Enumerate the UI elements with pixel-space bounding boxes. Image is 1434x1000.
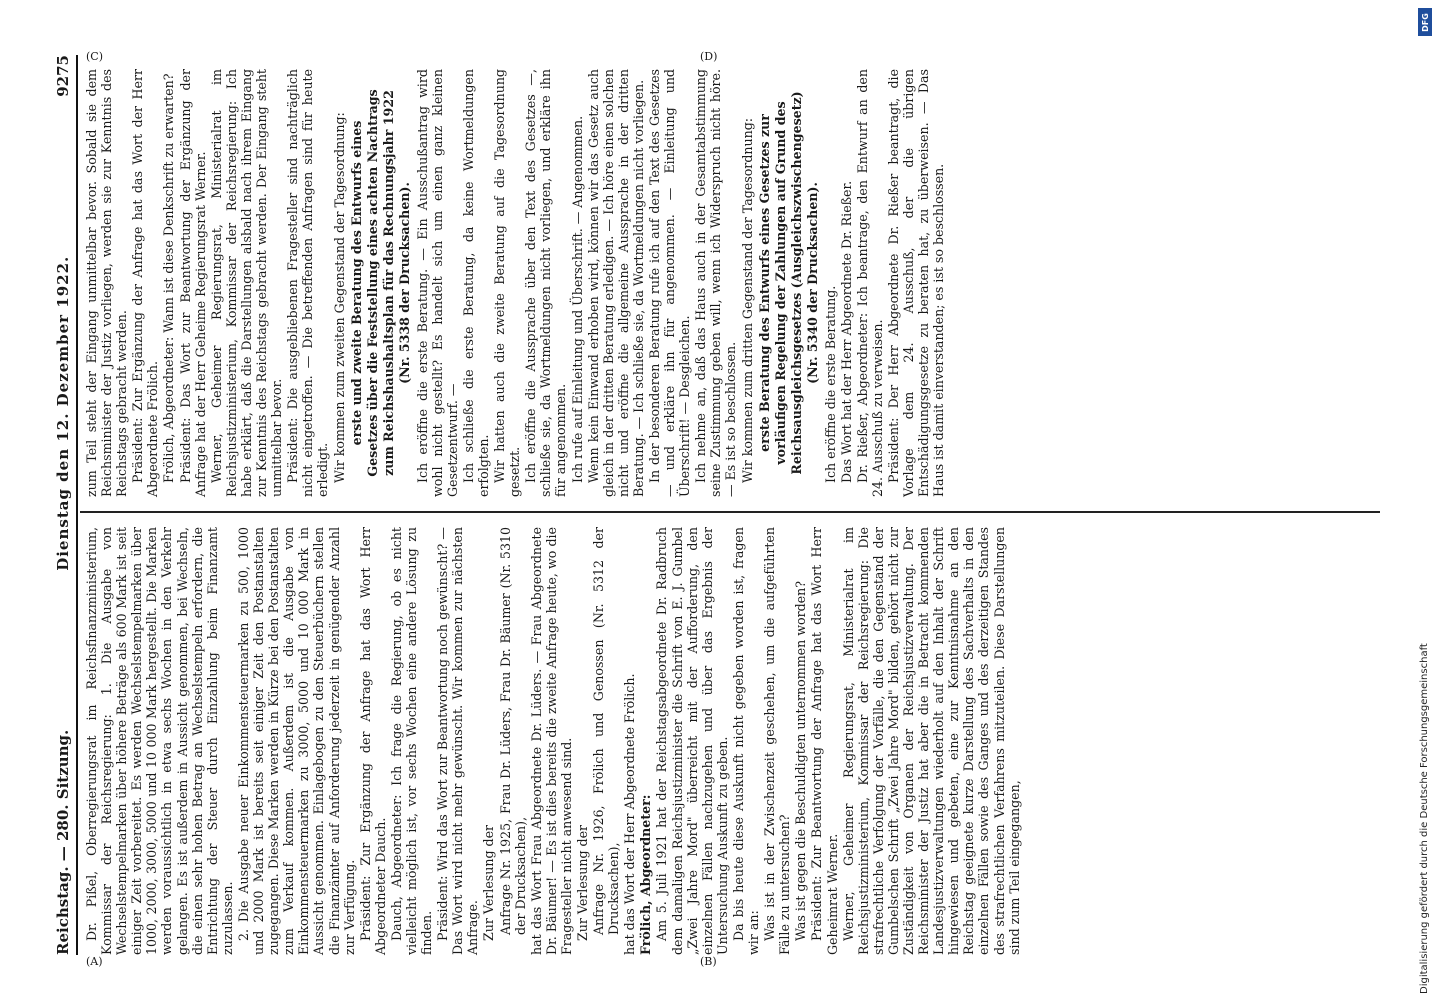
paragraph: Anfrage Nr. 1926, Frölich und Genossen (Nr. 5312 der Drucksachen), [591, 527, 622, 935]
section-marker-c: (C) [86, 50, 103, 63]
paragraph: Zur Verlesung der [575, 824, 590, 941]
paragraph: Was ist in der Zwischenzeit geschehen, um die aufgeführten Fälle zu untersuchen? [762, 527, 793, 955]
speaker-line: Frölich, Abgeordneter: [638, 794, 654, 955]
paragraph: Da bis heute diese Auskunft nicht gegeben worden ist, fragen wir an: [730, 527, 762, 955]
paragraph: Präsident: Der Herr Abgeordnete Dr. Rießer beantragt, die Vorlage dem 24. Ausschuß, der die übrigen Entschädigungsgesetze zu beraten hat, zu überweisen. — Das Haus ist damit einverstanden; es ist so beschlossen. [886, 69, 947, 497]
page-number: 9275 [54, 55, 72, 97]
paragraph: Wenn kein Einwand erhoben wird, können wir das Gesetz auch gleich in der dritten Beratung erledigen. — Ich höre einen solchen nicht und eröffne die allgemeine Aussprache in der dritten Beratung. — Ich schließe sie, da Wortmeldungen nicht vorliegen. [585, 69, 646, 497]
paragraph: Am 5. Juli 1921 hat der Reichstagsabgeordnete Dr. Radbruch dem damaligen Reichsjustizminister die Schrift von E. J. Gumbel „Zwei Jahre Mord" überreicht mit der Aufforderung, den einzelnen Fällen nachzugehen und über das Ergebnis der Untersuchung Auskunft zu geben. [654, 527, 730, 955]
running-header [50, 55, 78, 955]
paragraph: Zur Verlesung der [481, 824, 497, 941]
paragraph: Präsident: Zur Ergänzung der Anfrage hat das Wort Herr Abgeordneter Dauch. [357, 527, 388, 955]
left-column [84, 527, 1023, 955]
paragraph: Wir kommen zum zweiten Gegenstand der Tagesordnung: [331, 112, 347, 483]
paragraph: Werner, Geheimer Regierungsrat, Ministerialrat im Reichsjustizministerium, Kommissar der Reichsregierung: Ich habe erklärt, daß die Darstellungen alsbald nach ihrem Eingang zur Kenntnis des Reichstags gebracht werden. Der Eingang steht unmittelbar bevor. [208, 69, 285, 497]
paragraph: In der besonderen Beratung rufe ich auf den Text des Gesetzes — und erkläre ihn für angenommen. — Einleitung und Überschrift! — Desgleichen. [647, 69, 693, 497]
paragraph: Präsident: Das Wort zur Beantwortung der Ergänzung der Anfrage hat der Herr Geheime Regierungsrat Werner. [177, 69, 208, 497]
paragraph: Was ist gegen die Beschuldigten unternommen worden? [793, 581, 809, 941]
paragraph: 2. Die Ausgabe neuer Einkommensteuermarken zu 500, 1000 und 2000 Mark ist bereits seit einiger Zeit den Postanstalten zugegangen. Diese Marken werden in Kürze bei den Postanstalten zum Verkauf kommen. Außerdem ist die Ausgabe von Einkommensteuermarken zu 3000, 5000 und 10 000 Mark in Aussicht genommen. Einlagebogen zu den Steuerbüchern stellen die Finanzämter auf Anforderung jederzeit in genügender Anzahl zur Verfügung. [235, 527, 357, 955]
paragraph: Dr. Pißel, Oberregierungsrat im Reichsfinanzministerium, Kommissar der Reichsregierung: 1. Die Ausgabe von Wechselstempelmarken über höhere Beträge als 600 Mark ist seit einiger Zeit vorbereitet. Es werden Wechselstempelmarken über 1000, 2000, 3000, 5000 und 10 000 Mark hergestellt. Die Marken werden voraussichtlich in etwa sechs Wochen in den Verkehr gelangen. Es ist außerdem in Aussicht genommen, bei Wechseln, die einen sehr hohen Betrag an Wechselstempeln erfordern, die Entrichtung der Steuer durch Einzahlung beim Finanzamt zuzulassen. [84, 527, 235, 955]
section-marker-d: (D) [700, 50, 718, 63]
paragraph: Präsident: Wird das Wort zur Beantwortung noch gewünscht? — Das Wort wird nicht mehr gewünscht. Wir kommen zur nächsten Anfrage. [435, 527, 481, 955]
paragraph: Präsident: Zur Beantwortung der Anfrage hat das Wort Herr Geheimrat Werner. [809, 527, 840, 955]
paragraph: hat das Wort der Herr Abgeordnete Frölich. [622, 673, 638, 955]
paragraph: Anfrage Nr. 1925, Frau Dr. Lüders, Frau Dr. Bäumer (Nr. 5310 der Drucksachen), [497, 527, 528, 935]
digitization-credit [1417, 4, 1433, 994]
paragraph: Frölich, Abgeordneter: Wann ist diese Denkschrift zu erwarten? [161, 73, 177, 483]
paragraph: Ich eröffne die erste Beratung. — Ein Ausschußantrag wird wohl nicht gestellt? Es handelt sich um einen ganz kleinen Gesetzentwurf. — [414, 69, 460, 497]
paragraph: hat das Wort Frau Abgeordnete Dr. Lüders. — Frau Abgeordnete Dr. Bäumer! — Es ist dies bereits die zweite Anfrage heute, wo die Fragesteller nicht anwesend sind. [528, 527, 574, 955]
right-column [84, 69, 947, 497]
rotated-page-content [50, 55, 1390, 955]
paragraph: Dauch, Abgeordneter: Ich frage die Regierung, ob es nicht vielleicht möglich ist, vor sechs Wochen eine andere Lösung zu finden. [388, 527, 435, 955]
paragraph: Ich rufe auf Einleitung und Überschrift. — Angenommen. [569, 115, 585, 483]
paragraph: zum Teil steht der Eingang unmittelbar bevor. Sobald sie dem Reichsminister der Justiz vorliegen, werden sie zur Kenntnis des Reichstags gebracht werden. [84, 69, 130, 497]
paragraph: Das Wort hat der Herr Abgeordnete Dr. Rießer. [838, 180, 854, 483]
paragraph: Wir hatten auch die zweite Beratung auf die Tagesordnung gesetzt. [492, 69, 523, 497]
agenda-item-title: erste und zweite Beratung des Entwurfs eines Gesetzes über die Feststellung eines achten Nachtrags zum Reichshaushaltsplan für das Rechnungsjahr 1922 (Nr. 5338 der Drucksachen). [348, 89, 412, 477]
agenda-item-title: erste Beratung des Entwurfs eines Gesetzes zur vorläufigen Regelung der Zahlungen auf Grund des Reichsausgleichsgesetzes (Ausgleichszwischengesetz) (Nr. 5340 der Drucksachen). [756, 91, 820, 475]
paragraph: Ich schließe die erste Beratung, da keine Wortmeldungen erfolgten. [460, 69, 491, 497]
column-divider [80, 511, 1380, 513]
section-marker-a: (A) [86, 955, 103, 968]
header-date: Dienstag den 12. Dezember 1922. [54, 255, 72, 571]
header-left: Reichstag. — 280. Sitzung. [54, 729, 72, 955]
paragraph: Werner, Geheimer Regierungsrat, Ministerialrat im Reichsjustizministerium, Kommissar der Reichsregierung: Die strafrechtliche Verfolgung der Vorfälle, die den Gegenstand der Gumbelschen Schrift „Zwei Jahre Mord" bilden, gehört nicht zur Zuständigkeit von Organen der Reichsjustizverwaltung. Der Reichsminister der Justiz hat aber die in Betracht kommenden Landesjustizverwaltungen wiederholt auf den Inhalt der Schrift hingewiesen und gebeten, eine zur Kenntnisnahme an den Reichstag geeignete kurze Darstellung des Sachverhalts in den einzelnen Fällen sowie des Ganges und des derzeitigen Standes des strafrechtlichen Verfahrens mitzuteilen. Diese Darstellungen sind zum Teil eingegangen, [840, 527, 1022, 955]
paragraph: Ich eröffne die Aussprache über den Text des Gesetzes —, schließe sie, da Wortmeldungen nicht vorliegen, und erkläre ihn für angenommen. [523, 69, 569, 497]
paragraph: Präsident: Zur Ergänzung der Anfrage hat das Wort der Herr Abgeordnete Frölich. [130, 69, 161, 497]
paragraph: Präsident: Die ausgebliebenen Fragesteller sind nachträglich nicht eingetroffen. — Die betreffenden Anfragen sind für heute erledigt. [285, 69, 331, 497]
paragraph: Wir kommen zum dritten Gegenstand der Tagesordnung: [739, 117, 755, 483]
paragraph: Ich eröffne die erste Beratung. [822, 285, 838, 483]
paragraph: Dr. Rießer, Abgeordneter: Ich beantrage, den Entwurf an den 24. Ausschuß zu verweisen. [854, 69, 885, 497]
dfg-logo: DFG [1418, 8, 1432, 36]
section-marker-b: (B) [700, 955, 717, 968]
credit-text: Digitalisierung gefördert durch die Deutsche Forschungsgemeinschaft [1419, 643, 1430, 994]
paragraph: Ich nehme an, daß das Haus auch in der Gesamtabstimmung seine Zustimmung geben will, wenn ich Widerspruch nicht höre. — Es ist so beschlossen. [693, 69, 739, 497]
